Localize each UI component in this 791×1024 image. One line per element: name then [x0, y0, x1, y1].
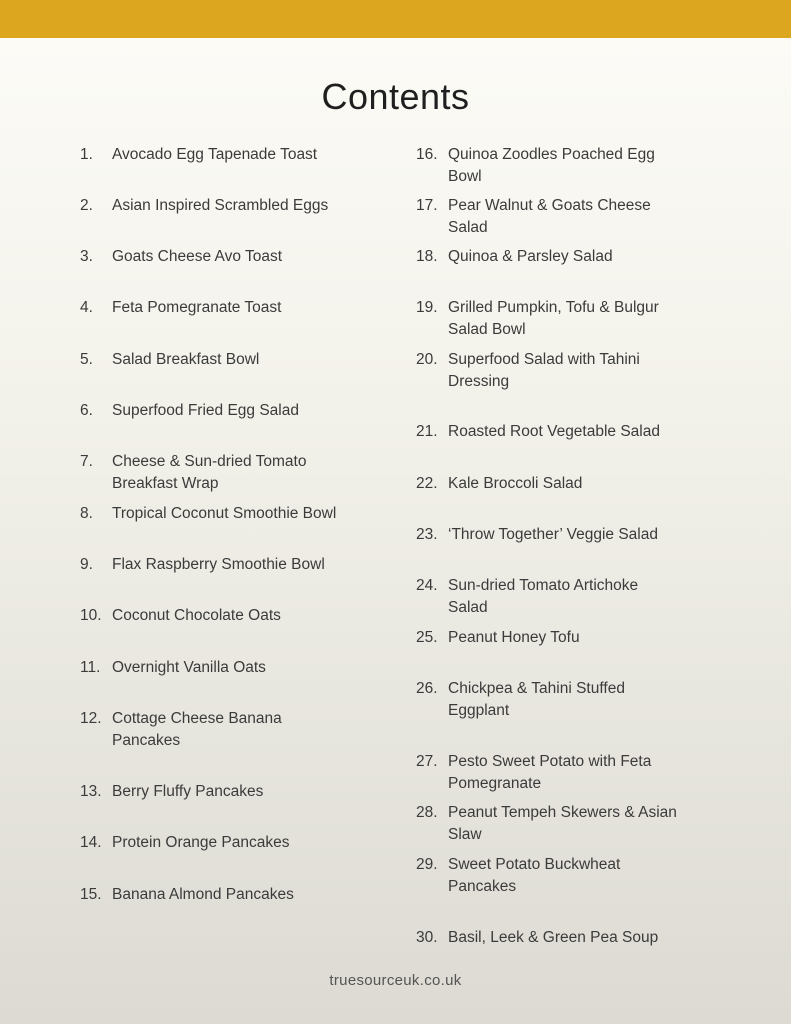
item-label: Protein Orange Pancakes: [112, 834, 290, 851]
item-label: Superfood Salad with Tahini Dressing: [448, 351, 640, 390]
item-label: Grilled Pumpkin, Tofu & Bulgur Salad Bowl: [448, 299, 659, 338]
item-label: Kale Broccoli Salad: [448, 475, 583, 492]
item-label: ‘Throw Together’ Veggie Salad: [448, 526, 658, 543]
contents-item[interactable]: [80, 195, 382, 217]
item-label: Overnight Vanilla Oats: [112, 659, 266, 676]
item-number: 13.: [80, 783, 102, 800]
item-label: Roasted Root Vegetable Salad: [448, 423, 660, 440]
contents-item[interactable]: [416, 627, 710, 649]
item-number: 12.: [80, 710, 102, 727]
item-label: Cheese & Sun-dried Tomato Breakfast Wrap: [112, 453, 307, 492]
page-title: Contents: [321, 76, 470, 117]
item-label: Avocado Egg Tapenade Toast: [112, 146, 318, 163]
item-number: 11.: [80, 659, 101, 676]
item-label: Pear Walnut & Goats Cheese Salad: [448, 197, 651, 236]
contents-item[interactable]: [416, 575, 678, 618]
contents-item[interactable]: [416, 854, 668, 897]
item-label: Pesto Sweet Potato with Feta Pomegranate: [448, 753, 652, 792]
item-number: 22.: [416, 475, 438, 492]
item-label: Basil, Leek & Green Pea Soup: [448, 929, 659, 946]
contents-item[interactable]: [80, 605, 382, 627]
contents-item[interactable]: [80, 144, 382, 166]
item-number: 16.: [416, 146, 438, 163]
item-label: Sun-dried Tomato Artichoke Salad: [448, 577, 639, 616]
item-number: 24.: [416, 577, 438, 594]
footer-website[interactable]: truesourceuk.co.uk: [329, 972, 462, 989]
contents-item[interactable]: [416, 524, 710, 546]
item-number: 4.: [80, 299, 93, 316]
item-number: 23.: [416, 526, 438, 543]
contents-item[interactable]: [80, 451, 337, 494]
item-number: 8.: [80, 505, 93, 522]
item-label: Feta Pomegranate Toast: [112, 299, 282, 316]
contents-item[interactable]: [80, 781, 382, 803]
item-number: 25.: [416, 629, 438, 646]
item-label: Flax Raspberry Smoothie Bowl: [112, 556, 325, 573]
contents-item[interactable]: [80, 503, 382, 525]
item-number: 20.: [416, 351, 438, 368]
item-label: Chickpea & Tahini Stuffed Eggplant: [448, 680, 625, 719]
item-number: 28.: [416, 804, 438, 821]
contents-item[interactable]: [416, 421, 710, 443]
item-label: Asian Inspired Scrambled Eggs: [112, 197, 329, 214]
item-number: 3.: [80, 248, 93, 265]
contents-item[interactable]: [80, 832, 382, 854]
contents-item[interactable]: [80, 708, 312, 751]
contents-item[interactable]: [80, 246, 382, 268]
item-number: 10.: [80, 607, 102, 624]
item-number: 18.: [416, 248, 438, 265]
item-number: 1.: [80, 146, 93, 163]
item-label: Coconut Chocolate Oats: [112, 607, 281, 624]
item-number: 14.: [80, 834, 102, 851]
item-label: Peanut Honey Tofu: [448, 629, 580, 646]
item-label: Quinoa Zoodles Poached Egg Bowl: [448, 146, 655, 185]
contents-item[interactable]: [80, 400, 382, 422]
item-label: Tropical Coconut Smoothie Bowl: [112, 505, 337, 522]
top-accent-bar: [0, 0, 791, 38]
contents-item[interactable]: [416, 144, 688, 187]
contents-item[interactable]: [80, 297, 382, 319]
item-label: Superfood Fried Egg Salad: [112, 402, 299, 419]
item-label: Sweet Potato Buckwheat Pancakes: [448, 856, 621, 895]
contents-item[interactable]: [80, 657, 382, 679]
item-label: Peanut Tempeh Skewers & Asian Slaw: [448, 804, 677, 843]
item-number: 9.: [80, 556, 93, 573]
item-number: 5.: [80, 351, 93, 368]
contents-item[interactable]: [416, 246, 710, 268]
item-number: 29.: [416, 856, 438, 873]
item-number: 15.: [80, 886, 102, 903]
item-label: Goats Cheese Avo Toast: [112, 248, 283, 265]
item-number: 17.: [416, 197, 438, 214]
contents-item[interactable]: [80, 884, 382, 906]
item-number: 2.: [80, 197, 93, 214]
contents-item[interactable]: [416, 678, 673, 721]
contents-item[interactable]: [416, 473, 710, 495]
contents-item[interactable]: [416, 927, 710, 949]
item-number: 7.: [80, 453, 93, 470]
item-number: 21.: [416, 423, 438, 440]
item-number: 6.: [80, 402, 93, 419]
item-label: Quinoa & Parsley Salad: [448, 248, 613, 265]
contents-item[interactable]: [80, 554, 382, 576]
contents-item[interactable]: [416, 195, 678, 238]
item-number: 27.: [416, 753, 438, 770]
contents-item[interactable]: [416, 297, 698, 340]
contents-item[interactable]: [416, 802, 710, 845]
contents-item[interactable]: [416, 751, 693, 794]
item-label: Salad Breakfast Bowl: [112, 351, 260, 368]
item-number: 26.: [416, 680, 438, 697]
item-label: Berry Fluffy Pancakes: [112, 783, 264, 800]
item-number: 19.: [416, 299, 438, 316]
item-number: 30.: [416, 929, 438, 946]
contents-item[interactable]: [416, 349, 678, 392]
contents-item[interactable]: [80, 349, 382, 371]
item-label: Banana Almond Pancakes: [112, 886, 294, 903]
item-label: Cottage Cheese Banana Pancakes: [112, 710, 282, 749]
